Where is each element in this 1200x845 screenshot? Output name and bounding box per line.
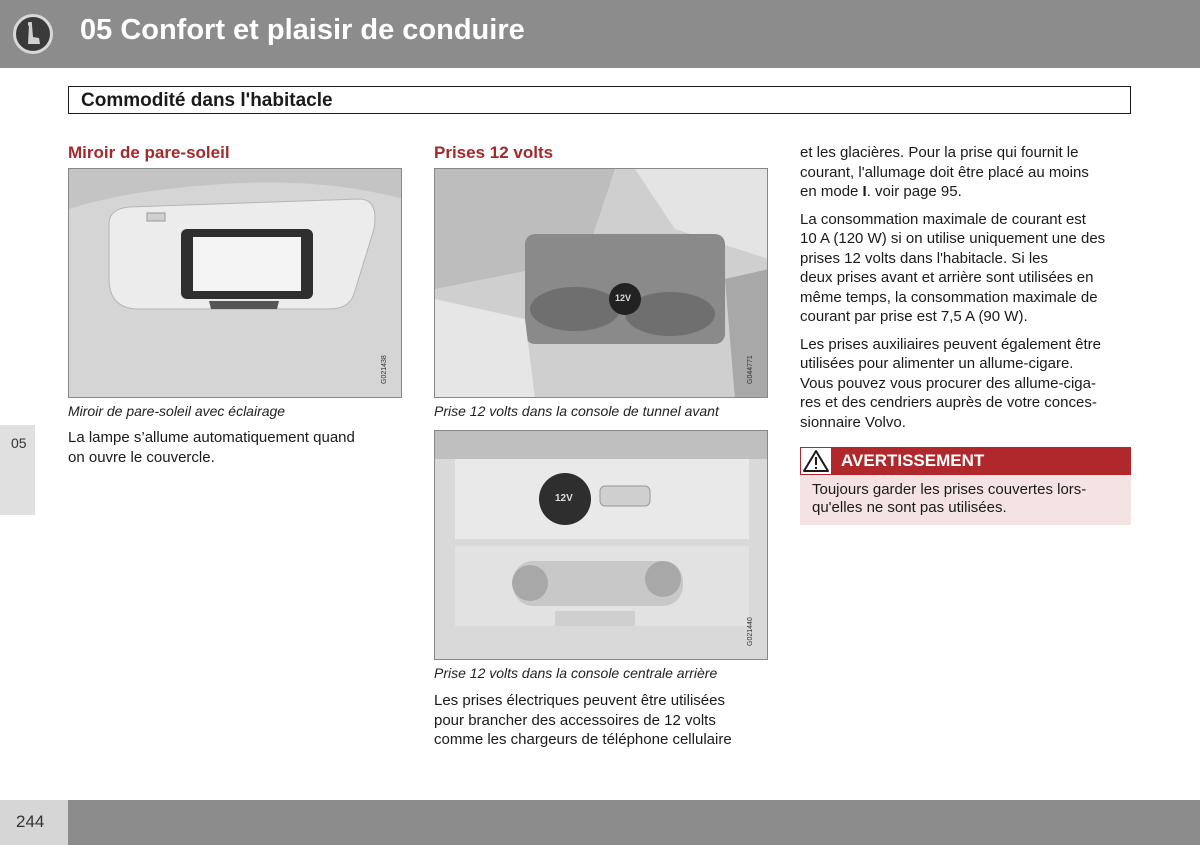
page-number: 244 — [16, 812, 45, 831]
section-header — [68, 86, 1131, 114]
section-title: Commodité dans l'habitacle — [81, 90, 333, 111]
heading-sun-visor-mirror: Miroir de pare-soleil — [68, 143, 230, 162]
figure-sun-visor-mirror — [68, 168, 402, 398]
warning-triangle-icon — [800, 447, 832, 475]
page-number-box — [0, 800, 68, 845]
socket-label: 12V — [615, 293, 632, 303]
text-column-3 — [800, 143, 1132, 440]
heading-12v-sockets: Prises 12 volts — [434, 143, 554, 162]
chapter-side-tab — [0, 425, 35, 515]
chapter-title: 05 Confort et plaisir de conduire — [80, 14, 525, 46]
figure-code: G021438 — [381, 355, 388, 384]
chapter-side-tab-label: 05 — [11, 435, 27, 451]
warning-title: AVERTISSEMENT — [841, 451, 985, 470]
paragraph-auxiliary-sockets: Les prises auxiliaires peuvent également être utilisées pour alimenter un allume-cigare. Vous pouvez vous procurer des allume-ciga- res et des cendriers auprès de votre conces- sionnaire Volvo. — [800, 335, 1102, 431]
warning-text: Toujours garder les prises couvertes lors- qu'elles ne sont pas utilisées. — [812, 481, 1087, 516]
paragraph-ignition: et les glacières. Pour la prise qui fournit le courant, l'allumage doit être placé au moins en mode I. voir page 95. — [800, 144, 1089, 200]
figure-code: G021440 — [747, 617, 754, 646]
text-sun-visor-lamp: La lampe s’allume automatiquement quand on ouvre le couvercle. — [68, 429, 355, 466]
warning-header — [800, 447, 1131, 475]
figure-front-tunnel-socket — [434, 168, 768, 398]
text-12v-sockets-usage: Les prises électriques peuvent être utilisées pour brancher des accessoires de 12 volts comme les chargeurs de téléphone cellulaire — [434, 692, 732, 748]
caption-front-tunnel-socket: Prise 12 volts dans la console de tunnel avant — [434, 403, 719, 419]
paragraph-max-current: La consommation maximale de courant est 10 A (120 W) si on utilise uniquement une des prises 12 volts dans l'habitacle. Si les deux prises avant et arrière sont utilisées en même temps, la consommation maximale de courant par prise est 7,5 A (90 W). — [800, 210, 1106, 325]
warning-box — [800, 447, 1131, 525]
figure-rear-console-socket — [434, 430, 768, 660]
seat-icon — [13, 14, 53, 54]
socket-label: 12V — [555, 493, 573, 504]
caption-sun-visor-mirror: Miroir de pare-soleil avec éclairage — [68, 403, 286, 419]
chapter-header — [0, 0, 1200, 68]
figure-code: G044771 — [747, 355, 754, 384]
page-footer — [0, 800, 1200, 845]
caption-rear-console-socket: Prise 12 volts dans la console centrale arrière — [434, 665, 718, 681]
